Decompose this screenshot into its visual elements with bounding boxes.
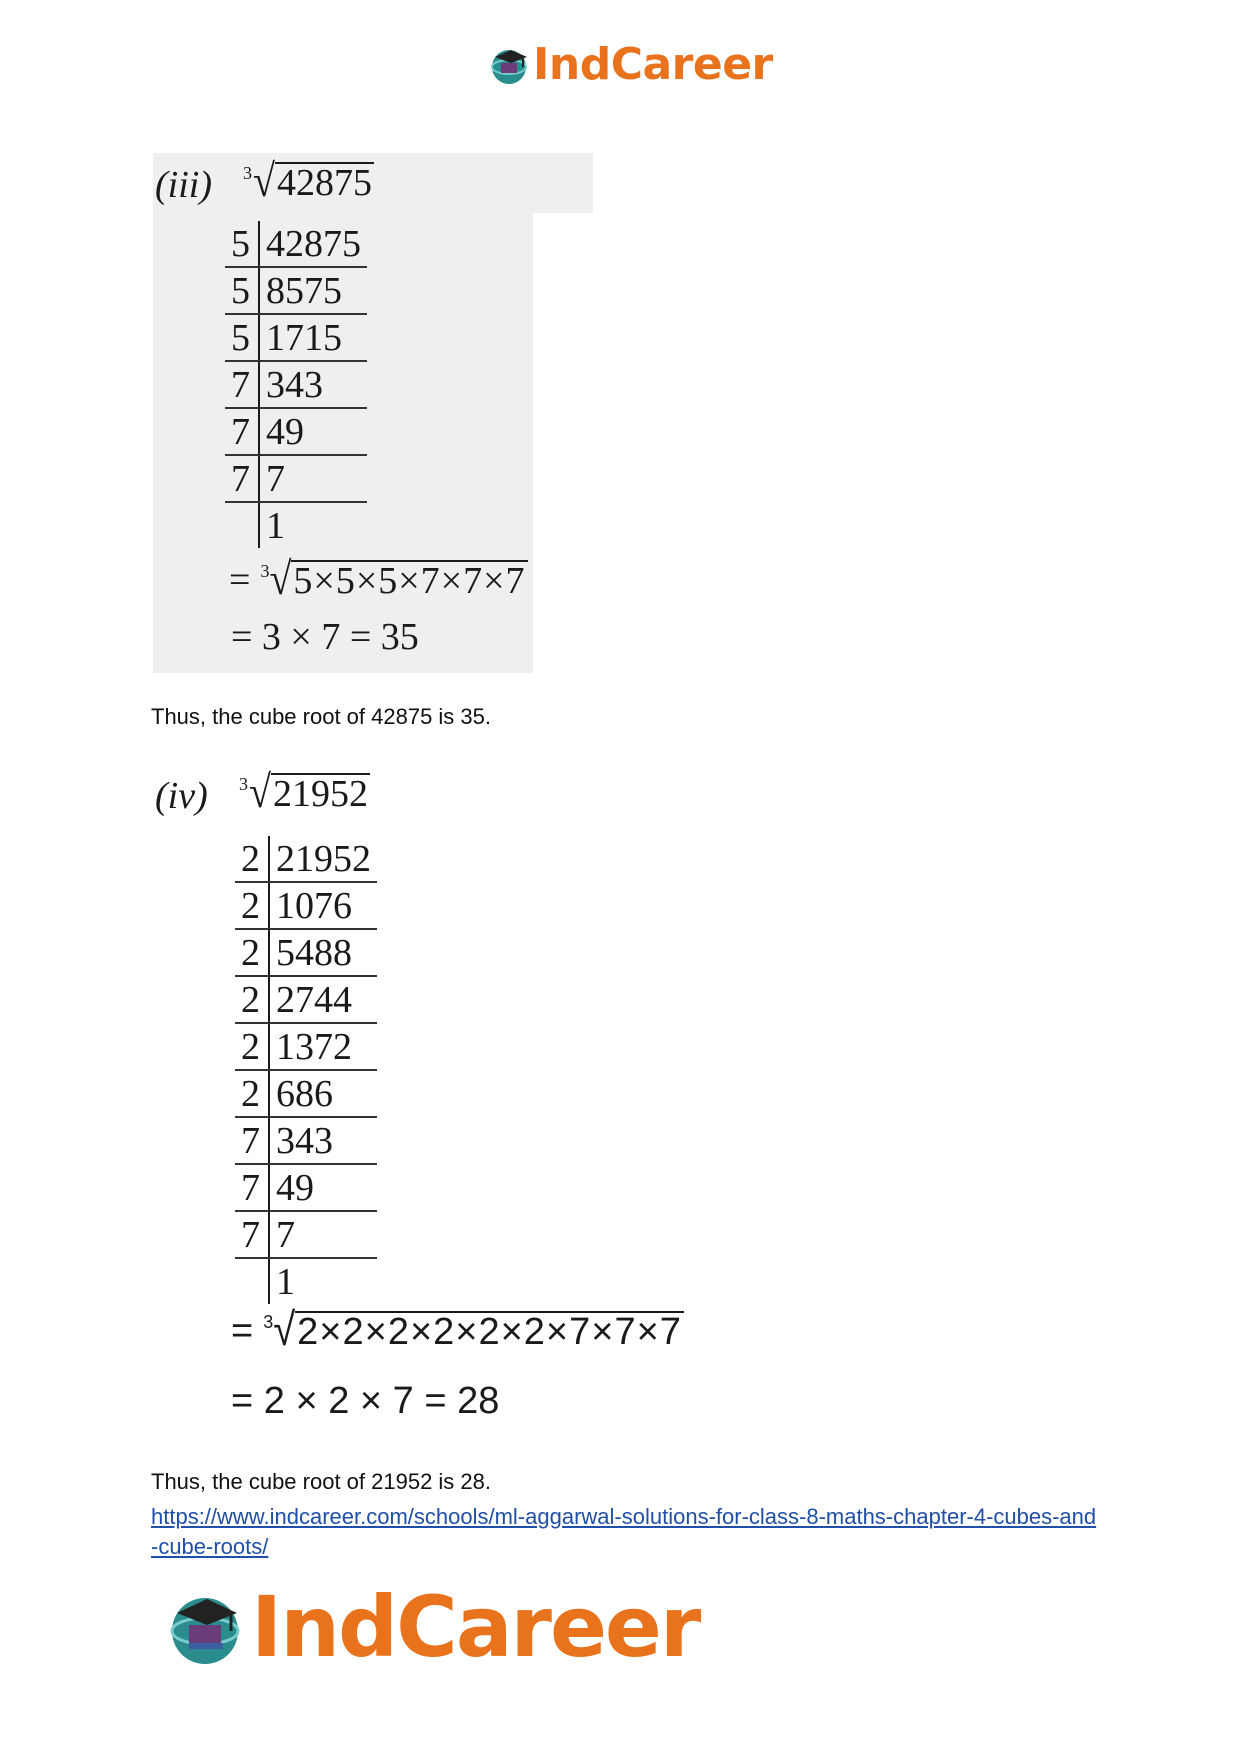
table-row: 5 1715 <box>225 314 367 361</box>
table-row: 1 <box>225 502 367 548</box>
table-row: 2 2744 <box>235 976 377 1023</box>
solution-image-iv <box>153 760 778 1450</box>
table-row: 7 49 <box>225 408 367 455</box>
cube-root-expression: 3 √ 21952 <box>239 765 368 818</box>
table-row: 1 <box>235 1258 377 1304</box>
conclusion-iii: Thus, the cube root of 42875 is 35. <box>151 704 492 729</box>
table-row: 7 49 <box>235 1164 377 1211</box>
result-expression: = 2 × 2 × 7 = 28 <box>231 1380 500 1422</box>
header-logo <box>487 40 773 90</box>
table-row: 7 343 <box>225 361 367 408</box>
table-row: 2 21952 <box>235 836 377 882</box>
source-link[interactable]: https://www.indcareer.com/schools/ml-aggarwal-solutions-for-class-8-maths-chapter-4-cubes-and-cube-roots/ <box>151 1504 1097 1559</box>
logo-wordmark: IndCareer <box>533 39 773 90</box>
logo-wordmark: IndCareer <box>251 1578 700 1676</box>
table-row: 5 8575 <box>225 267 367 314</box>
table-row: 7 7 <box>235 1211 377 1258</box>
table-row: 7 7 <box>225 455 367 502</box>
factor-expression: = 3 √ 5×5×5×7×7×7 <box>229 552 526 605</box>
table-row: 2 686 <box>235 1070 377 1117</box>
conclusion-iv: Thus, the cube root of 21952 is 28. <box>151 1469 492 1494</box>
footer-logo <box>163 1578 700 1676</box>
question-label: (iii) <box>155 164 212 206</box>
table-row: 7 343 <box>235 1117 377 1164</box>
result-expression: = 3 × 7 = 35 <box>231 616 419 658</box>
cube-root-expression: 3 √ 42875 <box>243 154 372 207</box>
question-label: (iv) <box>155 775 208 817</box>
solution-image-iii <box>153 153 533 673</box>
table-row: 2 1076 <box>235 882 377 929</box>
prime-factorization-table <box>225 221 367 548</box>
graduation-cap-globe-icon <box>163 1585 247 1669</box>
table-row: 5 42875 <box>225 221 367 267</box>
table-row: 2 1372 <box>235 1023 377 1070</box>
factor-expression: = 3 √ 2×2×2×2×2×2×7×7×7 <box>231 1304 682 1356</box>
table-row: 2 5488 <box>235 929 377 976</box>
prime-factorization-table <box>235 836 377 1304</box>
graduation-cap-globe-icon <box>487 43 531 87</box>
